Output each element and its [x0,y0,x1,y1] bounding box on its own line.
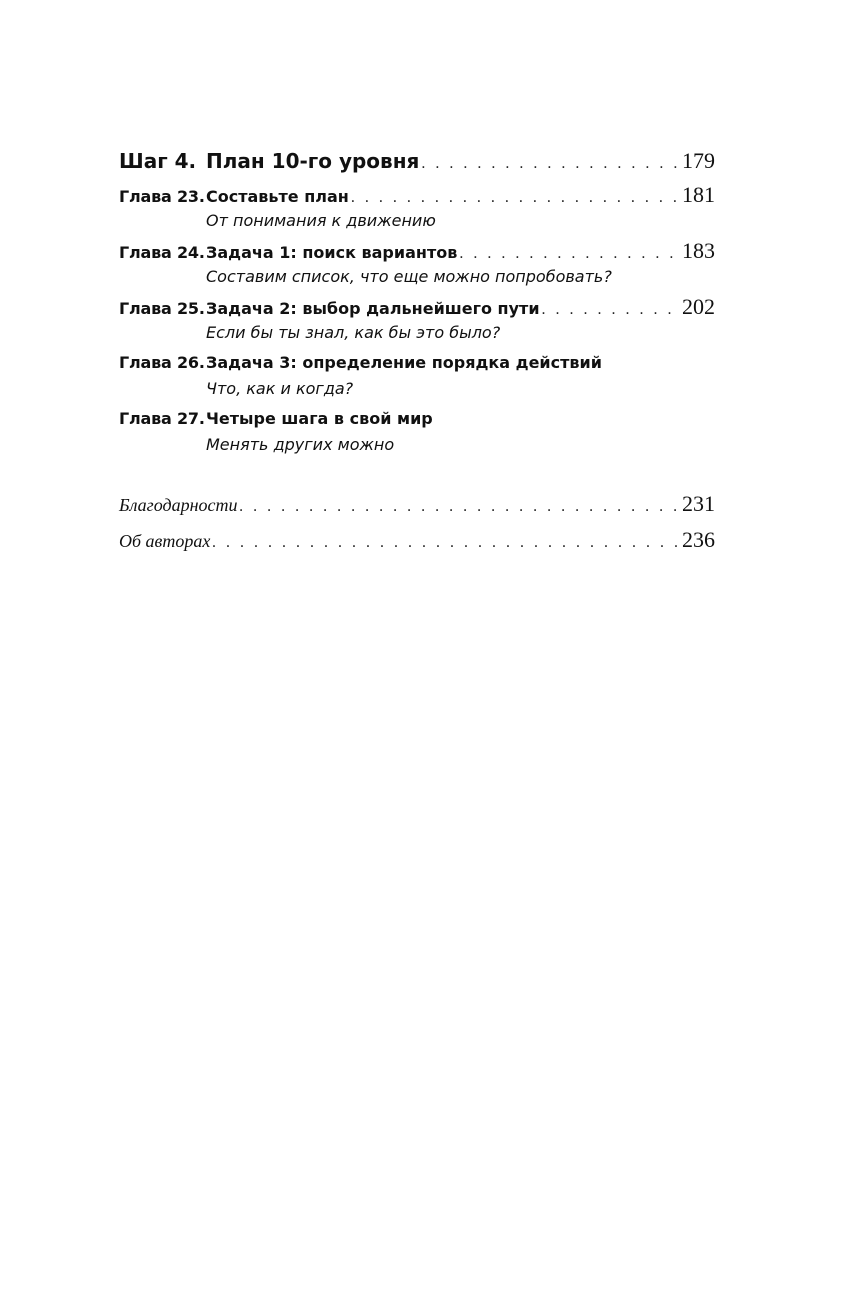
toc-part-entry[interactable] [119,146,715,176]
chapter-title: Задача 1: поиск вариантов [206,243,458,262]
back-matter [119,486,715,558]
chapter-number: Глава 25. [119,299,205,318]
toc-chapter-entry[interactable] [119,406,715,458]
page-number: 236 [682,527,715,552]
table-of-contents [119,146,715,558]
chapter-number: Глава 26. [119,353,205,372]
toc-chapter-entry[interactable] [119,350,715,402]
dot-leader [240,489,681,525]
chapter-subtitle: Что, как и когда? [206,379,354,398]
toc-chapter-entry[interactable] [119,238,715,290]
chapter-subtitle: Составим список, что еще можно попробовать? [206,267,612,286]
part-number: Шаг 4. [119,149,197,173]
toc-back-entry[interactable] [119,522,715,558]
page-number: 181 [682,182,715,207]
dot-leader [421,149,680,179]
page-number: 231 [682,491,715,516]
chapter-title: Четыре шага в свой мир [206,409,433,428]
chapter-title: Задача 2: выбор дальнейшего пути [206,299,540,318]
chapter-number: Глава 24. [119,243,205,262]
chapter-title: Задача 3: определение порядка действий [206,353,602,372]
toc-back-entry[interactable] [119,486,715,522]
chapter-subtitle: Если бы ты знал, как бы это было? [206,323,501,342]
back-title: Об авторах [119,531,211,551]
dot-leader [542,297,680,323]
page-number: 183 [682,238,715,263]
toc-chapter-entry[interactable] [119,182,715,234]
chapter-title: Составьте план [206,187,349,206]
chapter-subtitle: Менять других можно [206,435,395,454]
chapter-number: Глава 27. [119,409,205,428]
dot-leader [212,525,680,561]
chapter-subtitle: От понимания к движению [206,211,436,230]
part-title: План 10-го уровня [206,149,420,173]
page-number: 202 [682,294,715,319]
page-number: 179 [682,148,715,173]
toc-chapter-entry[interactable] [119,294,715,346]
chapter-number: Глава 23. [119,187,205,206]
back-title: Благодарности [119,495,238,515]
